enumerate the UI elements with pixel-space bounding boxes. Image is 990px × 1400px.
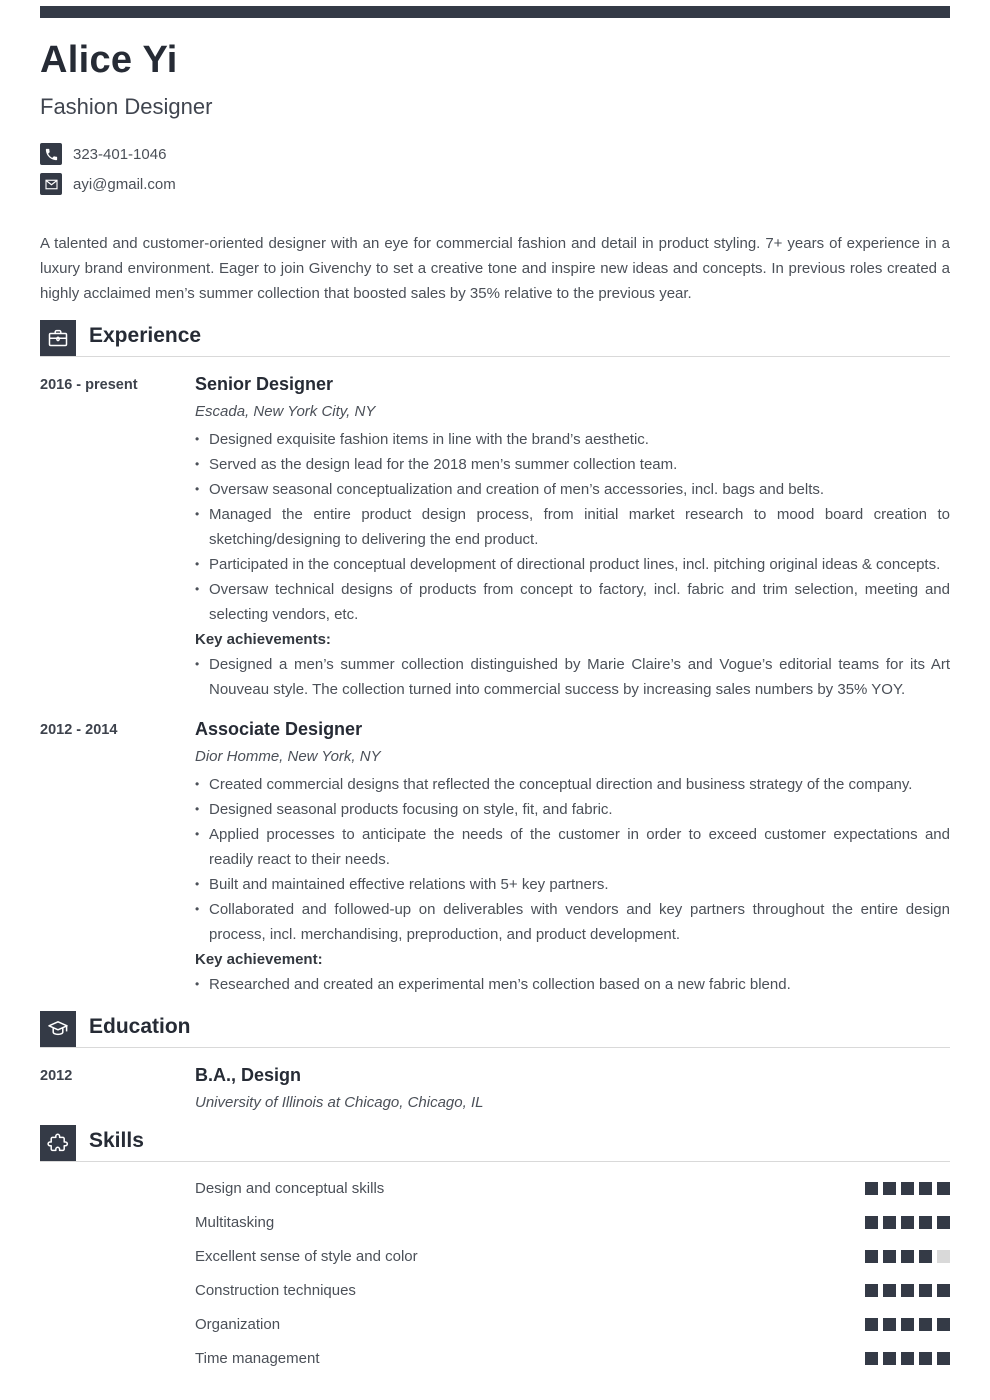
bullet-text: Created commercial designs that reflected the conceptual direction and business strategy of the company. [209,776,913,793]
skill-label: Excellent sense of style and color [195,1247,418,1265]
phone-number: 323-401-1046 [73,145,167,163]
name-heading: Alice Yi [40,39,178,81]
experience-entry [40,702,950,997]
bullet-text: Designed a men’s summer collection distinguished by Marie Claire’s and Vogue’s editorial teams for its Art Nouveau style. The collection turned into commercial success by increasing sales numbers by 35% YOY. [209,656,950,698]
bullet-text: Managed the entire product design process, from initial market research to mood board creation to sketching/designing to delivering the end product. [209,506,950,548]
job-bullets [195,427,950,627]
email-row [40,173,950,195]
job-dates: 2016 - present [40,377,138,393]
rating-square-filled [883,1318,896,1331]
bullet-marker: • [195,482,200,496]
job-details [195,719,950,997]
bullet-marker: • [195,877,200,891]
skill-row [40,1307,950,1341]
skill-row [40,1239,950,1273]
education-section-header [40,1011,950,1048]
bullet-text: Collaborated and followed-up on deliverables with vendors and key partners throughout the entire design process, incl. merchandising, preproduction, and product development. [209,901,950,943]
graduation-cap-icon [40,1011,76,1047]
job-dates: 2012 - 2014 [40,722,118,738]
rating-square-filled [865,1216,878,1229]
skill-row [40,1273,950,1307]
rating-square-filled [865,1352,878,1365]
bullet-item [195,452,950,477]
skill-label: Construction techniques [195,1281,356,1299]
bullet-item [195,772,950,797]
job-bullets [195,772,950,947]
rating-square-filled [901,1352,914,1365]
bullet-text: Researched and created an experimental men’s collection based on a new fabric blend. [209,976,791,993]
bullet-item [195,797,950,822]
skill-rating [865,1250,950,1263]
rating-square-filled [901,1284,914,1297]
job-details [195,374,950,702]
rating-square-filled [919,1216,932,1229]
education-entry [40,1048,950,1111]
skill-label: Design and conceptual skills [195,1179,385,1197]
rating-square-filled [865,1250,878,1263]
rating-square-filled [937,1352,950,1365]
email-address: ayi@gmail.com [73,175,176,193]
skill-rating [865,1182,950,1195]
education-details [195,1065,950,1111]
bullet-item [195,427,950,452]
rating-square-filled [919,1182,932,1195]
bullet-marker: • [195,582,200,596]
rating-square-filled [865,1182,878,1195]
skill-rating [865,1352,950,1365]
phone-icon [40,143,62,165]
skill-label: Multitasking [195,1213,275,1231]
puzzle-icon [40,1125,76,1161]
bullet-text: Oversaw seasonal conceptualization and creation of men’s accessories, incl. bags and belts. [209,481,825,498]
briefcase-icon [40,320,76,356]
rating-square-filled [919,1352,932,1365]
bullet-text: Designed exquisite fashion items in line with the brand’s aesthetic. [209,431,649,448]
rating-square-filled [901,1182,914,1195]
skills-section-title: Skills [89,1129,144,1152]
skill-rating [865,1318,950,1331]
bullet-marker: • [195,432,200,446]
rating-square-filled [919,1284,932,1297]
rating-square-filled [901,1250,914,1263]
rating-square-filled [883,1352,896,1365]
rating-square-filled [901,1318,914,1331]
rating-square-filled [937,1284,950,1297]
experience-entry [40,357,950,702]
skill-row [40,1171,950,1205]
skill-row [40,1341,950,1375]
skill-row [40,1205,950,1239]
skills-section-header [40,1125,950,1162]
bullet-item [195,577,950,627]
rating-square-filled [883,1216,896,1229]
bullet-item [195,822,950,872]
bullet-item [195,652,950,702]
envelope-icon [40,173,62,195]
rating-square-filled [937,1182,950,1195]
job-title-subtitle: Fashion Designer [40,94,213,119]
top-accent-bar [40,6,950,18]
bullet-text: Served as the design lead for the 2018 men’s summer collection team. [209,456,678,473]
bullet-text: Built and maintained effective relations with 5+ key partners. [209,876,609,893]
bullet-marker: • [195,902,200,916]
education-section-title: Education [89,1015,191,1038]
rating-square-filled [937,1216,950,1229]
rating-square-empty [937,1250,950,1263]
rating-square-filled [883,1250,896,1263]
achievement-bullets [195,652,950,702]
rating-square-filled [865,1318,878,1331]
skill-rating [865,1216,950,1229]
rating-square-filled [883,1284,896,1297]
bullet-marker: • [195,802,200,816]
bullet-marker: • [195,827,200,841]
phone-row [40,143,950,165]
bullet-item [195,502,950,552]
skill-label: Organization [195,1315,281,1333]
bullet-item [195,972,950,997]
experience-section-header [40,320,950,357]
rating-square-filled [919,1318,932,1331]
rating-square-filled [901,1216,914,1229]
bullet-marker: • [195,777,200,791]
skill-rating [865,1284,950,1297]
bullet-marker: • [195,457,200,471]
achievement-bullets [195,972,950,997]
contact-block [40,143,950,195]
bullet-marker: • [195,507,200,521]
rating-square-filled [937,1318,950,1331]
bullet-text: Applied processes to anticipate the needs of the customer in order to exceed customer expectations and readily react to their needs. [209,826,950,868]
bullet-item [195,897,950,947]
job-role: Senior Designer [195,374,334,394]
summary-paragraph: A talented and customer-oriented designer with an eye for commercial fashion and detail in product styling. 7+ years of experience in a luxury brand environment. Eager to join Givenchy to set a creative tone and inspire new ideas and concepts. In previous roles created a highly acclaimed men’s summer collection that boosted sales by 35% relative to the previous year. [40,235,950,302]
skills-list [40,1171,950,1375]
experience-list [40,357,950,997]
skill-label: Time management [195,1349,320,1367]
job-company: Dior Homme, New York, NY [195,748,381,765]
bullet-text: Participated in the conceptual development of directional product lines, incl. pitching original ideas & concepts. [209,556,941,573]
job-company: Escada, New York City, NY [195,403,376,420]
bullet-text: Oversaw technical designs of products from concept to factory, incl. fabric and trim selection, meeting and selecting vendors, etc. [209,581,950,623]
bullet-marker: • [195,657,200,671]
education-list [40,1048,950,1111]
bullet-item [195,872,950,897]
job-role: Associate Designer [195,719,363,739]
rating-square-filled [883,1182,896,1195]
bullet-text: Designed seasonal products focusing on style, fit, and fabric. [209,801,613,818]
degree-title: B.A., Design [195,1065,302,1085]
experience-section-title: Experience [89,324,202,347]
rating-square-filled [865,1284,878,1297]
achievements-label: Key achievement: [195,951,323,968]
bullet-item [195,477,950,502]
rating-square-filled [919,1250,932,1263]
bullet-marker: • [195,557,200,571]
bullet-marker: • [195,977,200,991]
achievements-label: Key achievements: [195,631,331,648]
bullet-item [195,552,950,577]
education-dates: 2012 [40,1068,73,1084]
school-name: University of Illinois at Chicago, Chicago, IL [195,1094,484,1111]
